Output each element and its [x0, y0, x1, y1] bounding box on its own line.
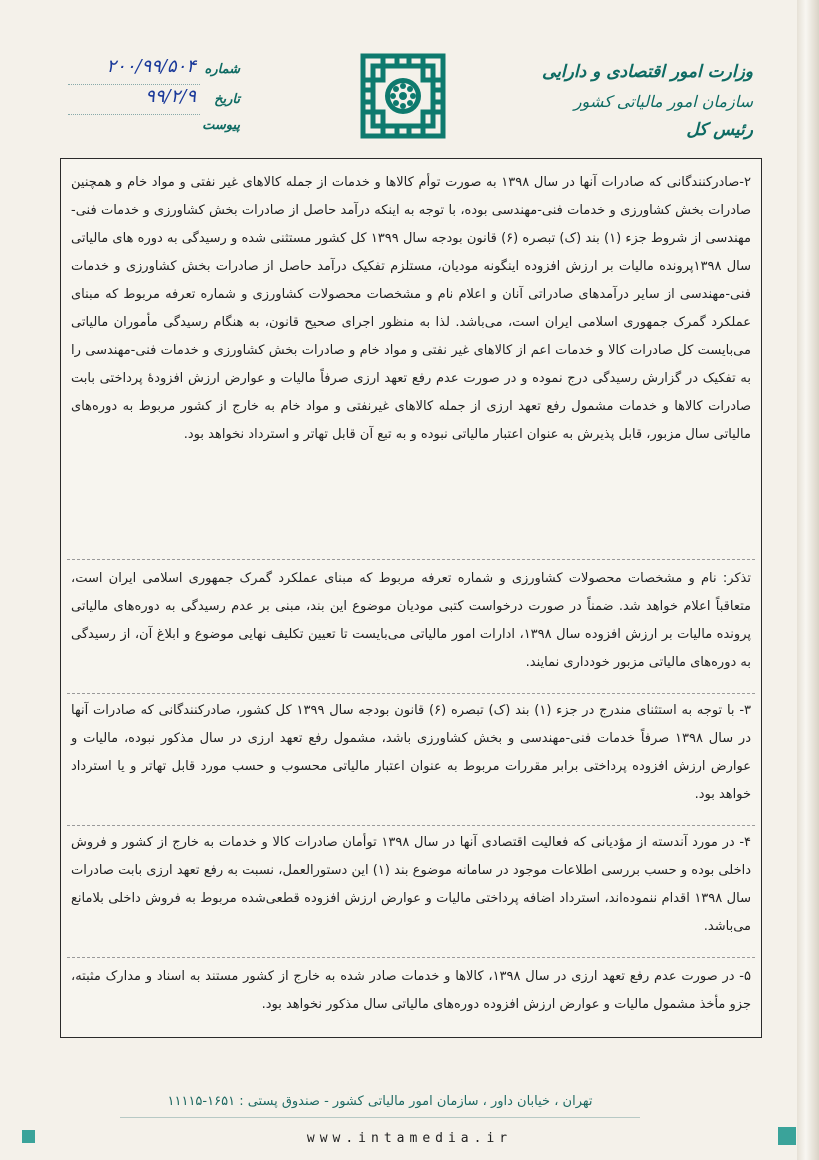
- office-name: رئیس کل: [686, 120, 753, 140]
- organization-logo-icon: [357, 50, 449, 142]
- paragraph-4: ۴- در مورد آندسته از مؤدیانی که فعالیت اقتصادی آنها در سال ۱۳۹۸ توأمان صادرات کالا و خدمات به خارج از کشور و فروش داخلی بوده و حسب بررسی اطلاعات موجود در سامانه موضوع بند (۱) این دستورالعمل، نسبت به رفع تعهد ارزی بابت صادرات سال ۱۳۹۸ اقدام ننموده‌اند، استرداد اضافه پرداختی مالیات و عوارض ارزش افزوده قطعی‌شده مربوط به فروش داخلی بلامانع می‌باشد.: [71, 835, 752, 934]
- date-row: [68, 86, 240, 118]
- ministry-name: وزارت امور اقتصادی و دارایی: [542, 62, 753, 82]
- divider: [67, 957, 755, 958]
- divider: [67, 693, 755, 694]
- note-paragraph: تذکر: نام و مشخصات محصولات کشاورزی و شماره تعرفه مربوط که مبنای عملکرد گمرک جمهوری اسلامی ایران است، متعاقباً اعلام خواهد شد. ضمناً در صورت درخواست کتبی مودیان موضوع این بند، مبنی بر عدم رسیدگی به دوره‌های مالیاتی پرونده مالیات بر ارزش افزوده سال ۱۳۹۸، ادارات امور مالیاتی می‌بایست تا تعیین تکلیف نهایی موضوع و ابلاغ آن، از رسیدگی به دوره‌های مالیاتی مزبور خودداری نمایند.: [71, 571, 751, 670]
- date-label: تاریخ: [214, 92, 240, 107]
- number-value: ۲۰۰/۹۹/۵۰۴: [106, 56, 196, 77]
- decorative-square-icon: [778, 1127, 796, 1145]
- letter-reference: [68, 56, 240, 138]
- number-row: [68, 56, 240, 88]
- footer-address: تهران ، خیابان داور ، سازمان امور مالیاتی کشور - صندوق پستی : ۱۶۵۱-۱۱۱۱۵: [167, 1094, 593, 1109]
- letterhead-title: [533, 58, 753, 145]
- divider: [67, 825, 755, 826]
- number-label: شماره: [204, 62, 240, 77]
- paragraph-5: ۵- در صورت عدم رفع تعهد ارزی در سال ۱۳۹۸، کالاها و خدمات صادر شده به خارج از کشور مستند به اسناد و مدارک مثبته، جزو مأخذ مشمول مالیات و عوارض ارزش افزوده دوره‌های مالیاتی سال مذکور نخواهد بود.: [71, 969, 751, 1012]
- date-value: ۹۹/۲/۹: [145, 86, 196, 107]
- footer-website: www.intamedia.ir: [306, 1131, 513, 1146]
- letter-body: [60, 158, 762, 1038]
- page-edge: [797, 0, 819, 1160]
- divider: [67, 559, 755, 560]
- organization-name: سازمان امور مالیاتی کشور: [573, 92, 753, 111]
- footer-rule: [120, 1117, 640, 1118]
- paragraph-2: ۲-صادرکنندگانی که صادرات آنها در سال ۱۳۹۸ به صورت توأم کالاها و خدمات از جمله کالاهای غیر نفتی و مواد خام و همچنین صادرات بخش کشاورزی و خدمات فنی-مهندسی بوده، با توجه به اینکه درآمد حاصل از صادرات بخش کشاورزی و خدمات فنی-مهندسی از شروط جزء (۱) بند (ک) تبصره (۶) قانون بودجه سال ۱۳۹۹ کل کشور مستثنی شده و رسیدگی به دوره های مالیاتی سال ۱۳۹۸پرونده مالیات بر ارزش افزوده اینگونه مودیان، مستلزم تفکیک درآمد حاصل از صادرات بخش کشاورزی و خدمات فنی-مهندسی از سایر درآمدهای صادراتی آنان و اعلام نام و مشخصات محصولات کشاورزی و شماره تعرفه مربوط که مبنای عملکرد گمرک جمهوری اسلامی ایران است، می‌باشد. لذا به منظور اجرای صحیح قانون، به هنگام رسیدگی مأموران مالیاتی می‌بایست کل صادرات کالا و خدمات اعم از کالاهای غیر نفتی و مواد خام و صادرات بخش کشاورزی و خدمات فنی-مهندسی را به تفکیک در گزارش رسیدگی درج نموده و در صورت عدم رفع تعهد ارزی صرفاً مالیات و عوارض ارزش افزودهٔ پرداختی بابت صادرات کالاها و خدمات مشمول رفع تعهد ارزی از جمله کالاهای غیرنفتی و مواد خام به خارج از کشور مربوط به دوره‌های مالیاتی سال مزبور، قابل پذیرش به عنوان اعتبار مالیاتی نبوده و به تبع آن قابل تهاتر و استرداد نخواهد بود.: [71, 175, 752, 442]
- paragraph-3: ۳- با توجه به استثنای مندرج در جزء (۱) بند (ک) تبصره (۶) قانون بودجه سال ۱۳۹۹ کل کشور، صادرکنندگانی که صادرات آنها در سال ۱۳۹۸ صرفاً خدمات فنی-مهندسی و بخش کشاورزی باشد، مشمول رفع تعهد ارزی در سال مذکور نبوده، مالیات و عوارض ارزش افزوده پرداختی برابر مقررات مربوط به عنوان اعتبار مالیاتی محسوب و حسب مورد قابل تهاتر و یا استرداد خواهد بود.: [71, 703, 751, 802]
- attachment-label: پیوست: [202, 118, 240, 133]
- attachment-row: [68, 118, 240, 144]
